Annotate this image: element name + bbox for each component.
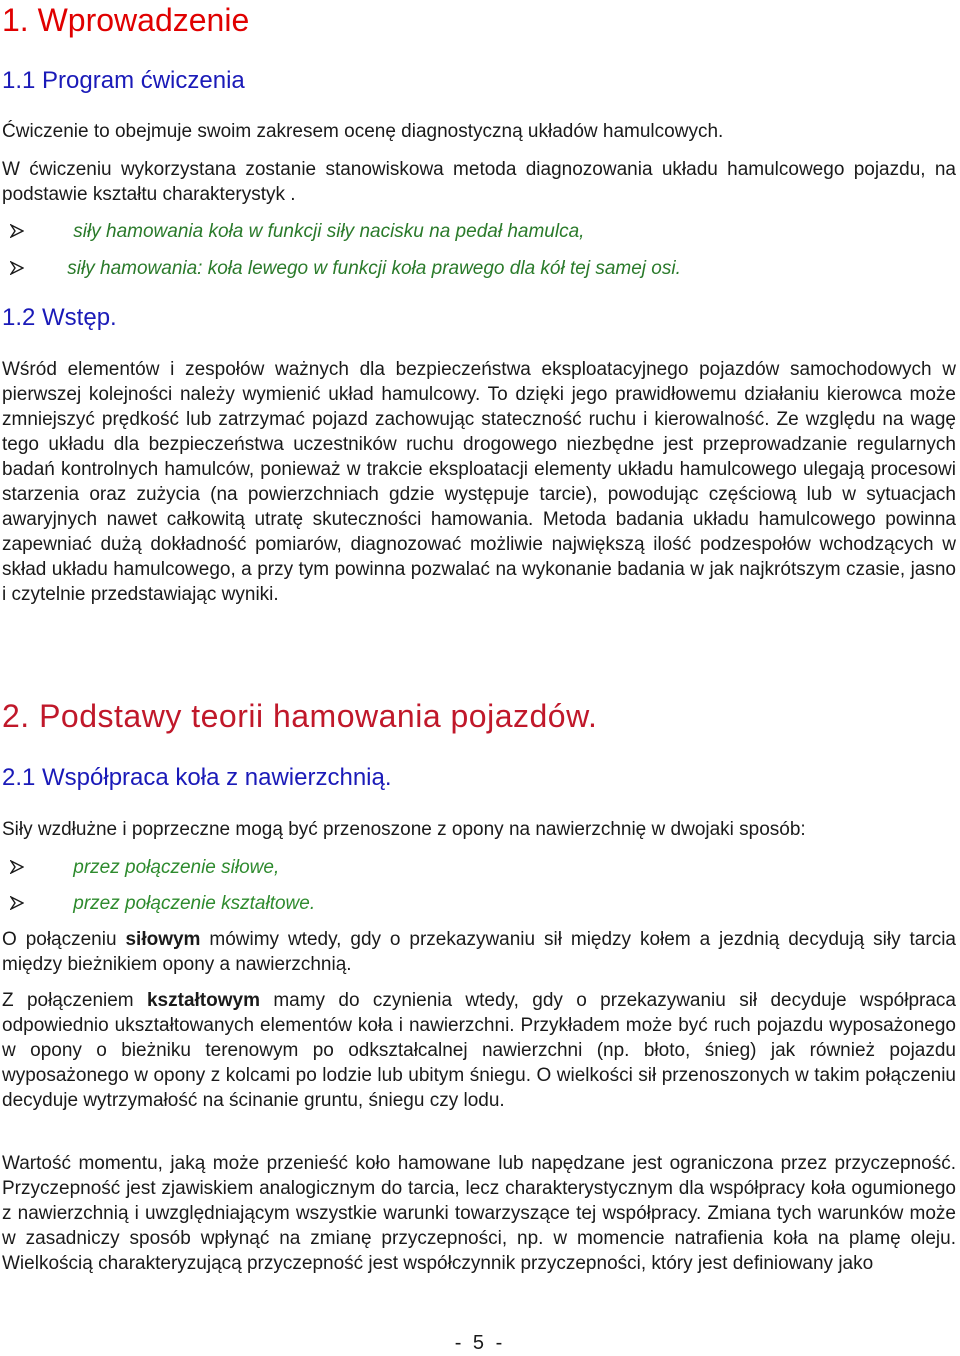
silowe-paragraph: O połączeniu siłowym mówimy wtedy, gdy o przekazywaniu sił między kołem a jezdnią decydują siły tarcia między bieżnikiem opony a nawierzchnią.: [2, 929, 956, 975]
section-1-2-heading: 1.2 Wstęp.: [2, 304, 117, 331]
section-2-heading: 2. Podstawy teorii hamowania pojazdów.: [2, 698, 598, 734]
bullet-text: przez połączenie siłowe,: [73, 857, 280, 878]
bullet-text: przez połączenie kształtowe.: [73, 893, 316, 914]
arrow-bullet-icon: [10, 896, 24, 910]
bullet-text: siły hamowania: koła lewego w funkcji koła prawego dla kół tej samej osi.: [67, 258, 681, 279]
bold-term: siłowym: [125, 929, 201, 950]
bullet-text: siły hamowania koła w funkcji siły nacisku na pedał hamulca,: [73, 221, 585, 242]
intro-paragraph-1: Ćwiczenie to obejmuje swoim zakresem ocenę diagnostyczną układów hamulcowych.: [2, 121, 724, 142]
section-1-1-heading: 1.1 Program ćwiczenia: [2, 67, 245, 94]
intro-paragraph-2: W ćwiczeniu wykorzystana zostanie stanowiskowa metoda diagnozowania układu hamulcowego pojazdu, na podstawie kształtu charakterystyk .: [2, 159, 956, 205]
bullet-item: [10, 891, 315, 916]
ksztaltowe-paragraph: Z połączeniem kształtowym mamy do czynienia wtedy, gdy o przekazywaniu sił decyduje współpraca odpowiednio ukształtowanych elementów koła i nawierzchni. Przykładem może być ruch pojazdu wyposażonego w opony o bieżniku terenowym po odkształcalnej nawierzchni (np. błoto, śnieg) jak również pojazdu wyposażonego w opony z kolcami po lodzie lub ubitym śniegu. O wielkości sił przenoszonych w takim połączeniu decyduje wytrzymałość na ścinanie gruntu, śniegu czy lodu.: [2, 990, 956, 1111]
section-1-heading: 1. Wprowadzenie: [2, 2, 250, 38]
section-2-1-heading: 2.1 Współpraca koła z nawierzchnią.: [2, 764, 392, 791]
wartosc-paragraph: Wartość momentu, jaką może przenieść koło hamowane lub napędzane jest ograniczona przez przyczepność. Przyczepność jest zjawiskiem analogicznym do tarcia, lecz charakterystycznym dla współpracy koła ogumionego z nawierzchnią i uwzględniającym wszystkie warunki towarzyszące tej współpracy. Zmiana tych warunków może w zasadniczy sposób wpłynąć na zmianę przyczepności, np. w momencie natrafienia koła na plamę oleju. Wielkością charakteryzującą przyczepność jest współczynnik przyczepności, który jest definiowany jako: [2, 1153, 956, 1274]
arrow-bullet-icon: [10, 261, 24, 275]
bullet-item: [10, 256, 681, 281]
wstep-paragraph: Wśród elementów i zespołów ważnych dla bezpieczeństwa eksploatacyjnego pojazdów samochodowych w pierwszej kolejności należy wymienić układ hamulcowy. To dzięki jego prawidłowemu działaniu kierowca może zmniejszyć prędkość lub zatrzymać pojazd zachowując stateczność ruchu i kierowalność. Ze względu na wagę tego układu dla bezpieczeństwa uczestników ruchu drogowego niezbędne jest przeprowadzanie regularnych badań kontrolnych hamulców, ponieważ w trakcie eksploatacji elementy układu hamulcowego ulegają procesowi starzenia oraz zużycia (na powierzchniach gdzie występuje tarcie), powodując częściową lub w sytuacjach awaryjnych nawet całkowitą utratę skuteczności hamowania. Metoda badania układu hamulcowego powinna zapewniać dużą dokładność pomiarów, diagnozować możliwie największą ilość podzespołów wchodzących w skład układu hamulcowego, a przy tym powinna pozwalać na wykonanie badania w jak najkrótszym czasie, jasno i czytelnie przedstawiając wyniki.: [2, 359, 956, 605]
bullet-item: [10, 855, 279, 880]
arrow-bullet-icon: [10, 860, 24, 874]
bold-term: kształtowym: [146, 990, 260, 1011]
arrow-bullet-icon: [10, 224, 24, 238]
bullet-item: [10, 219, 584, 244]
sily-paragraph: Siły wzdłużne i poprzeczne mogą być przenoszone z opony na nawierzchnię w dwojaki sposób:: [2, 819, 806, 840]
page-number: - 5 -: [454, 1332, 506, 1354]
